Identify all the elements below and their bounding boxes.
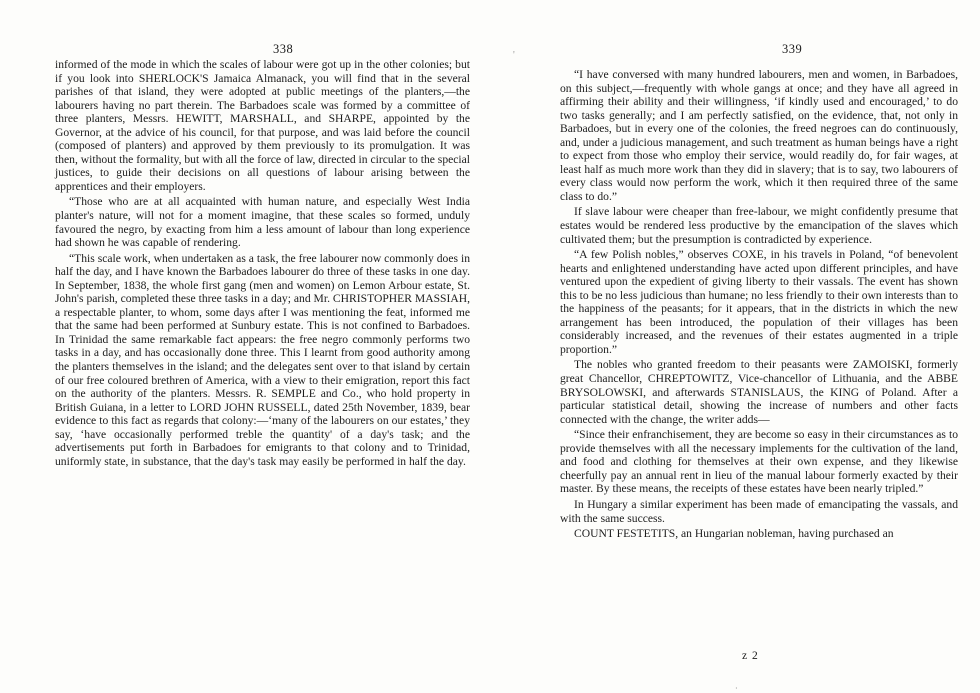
left-paragraph-2: “Those who are at all acquainted with human nature, and especially West India planter's nature, will not for a moment imagine, that these scales so formed, unduly favoured the negro, by exacting from him a less amount of labour than long experience had shown he was capable of rendering. (55, 195, 470, 250)
gutter-mark: ' (513, 50, 515, 61)
right-paragraph-4: The nobles who granted freedom to their peasants were ZAMOISKI, formerly great Chancellor, CHREPTOWITZ, Vice-chancellor of Lithuania, and the ABBE BRYSOLOWSKI, and afterwards STANISLAUS, the KING of Poland. After a particular statistical detail, showing the increase of numbers and other facts connected with the change, the writer adds— (560, 358, 958, 426)
right-paragraph-5: “Since their enfranchisement, they are become so easy in their circumstances as to provide themselves with all the necessary implements for the cultivation of the land, and food and clothing for themselves at their own expense, and they likewise cheerfully pay an annual rent in lieu of the manual labour formerly exacted by their master. By these means, the receipts of these estates have been nearly tripled.” (560, 428, 958, 496)
scan-dot: · (735, 684, 738, 693)
right-page-text (560, 68, 958, 543)
signature-mark: z 2 (742, 650, 759, 662)
right-paragraph-2: If slave labour were cheaper than free-labour, we might confidently presume that estates would be rendered less productive by the emancipation of the slaves which cultivated them; but the presumption is contradicted by experience. (560, 205, 958, 246)
right-page-number: 339 (782, 42, 803, 56)
left-paragraph-1: informed of the mode in which the scales of labour were got up in the other colonies; but if you look into SHERLOCK'S Jamaica Almanack, you will find that in the several parishes of that island, they were adopted at public meetings of the planters,—the labourers having no part therein. The Barbadoes scale was formed by a committee of three planters, Messrs. HEWITT, MARSHALL, and SHARPE, appointed by the Governor, at the advice of his council, for that purpose, and was laid before the council (composed of planters) and approved by them previously to its promulgation. It was then, without the formality, but with all the force of law, directed in circular to the special justices, to guide their decisions on all questions of labour arising between the apprentices and their employers. (55, 58, 470, 193)
right-paragraph-3: “A few Polish nobles,” observes COXE, in his travels in Poland, “of benevolent hearts and enlightened understanding have acted upon different principles, and have ventured upon the expedient of giving liberty to their vassals. The event has shown this to be no less judicious than humane; no less friendly to their own interests than to the happiness of the peasants; for it appears, that in the districts in which the new arrangement has been introduced, the population of their villages has been considerably increased, and the revenues of their estates augmented in a triple proportion.” (560, 248, 958, 356)
left-page-text (55, 58, 470, 470)
left-paragraph-3: “This scale work, when undertaken as a task, the free labourer now commonly does in half the day, and I have known the Barbadoes labourer do three of these tasks in one day. In September, 1838, the whole first gang (men and women) on Lemon Arbour estate, St. John's parish, completed these three tasks in a day; and Mr. CHRISTOPHER MASSIAH, a respectable planter, to whom, some days after I was mentioning the feat, informed me that the same had been performed at Sunbury estate. This is not confined to Barbadoes. In Trinidad the same remarkable fact appears: the free negro commonly performs two tasks in a day, and has occasionally done three. This I learnt from good authority among the planters themselves in the island; and the delegates sent over to that island by certain of our free coloured brethren of America, with a view to their emigration, report this fact on the authority of the planters. Messrs. R. SEMPLE and Co., who hold property in British Guiana, in a letter to LORD JOHN RUSSELL, dated 25th November, 1839, bear evidence to this fact as regards that colony:—‘many of the labourers on our estates,’ they say, ‘have occasionally performed treble the quantity' of a day's task; and the advertisements put forth in Barbadoes for emigrants to that colony and to Trinidad, uniformly state, in substance, that the day's task may easily be performed in half the day. (55, 251, 470, 468)
right-paragraph-7: COUNT FESTETITS, an Hungarian nobleman, having purchased an (574, 527, 894, 541)
left-page-number: 338 (273, 42, 294, 56)
right-paragraph-6: In Hungary a similar experiment has been made of emancipating the vassals, and with the same success. (560, 497, 958, 525)
right-paragraph-1: “I have conversed with many hundred labourers, men and women, in Barbadoes, on this subject,—frequently with whole gangs at once; and they have all agreed in affirming their ability and their willingness, ‘if kindly used and encouraged,’ to do two tasks generally; and I am perfectly satisfied, on the evidence, that, not only in Barbadoes, but in every one of the colonies, the freed negroes can do continuously, and, under a judicious management, and such treatment as human beings have a right to expect from those who employ their service, would readily do, for fair wages, at least half as much more work than they did in slavery; that is to say, two labourers of every class would now perform the work, which it then required three of the same class to do.” (560, 68, 958, 203)
